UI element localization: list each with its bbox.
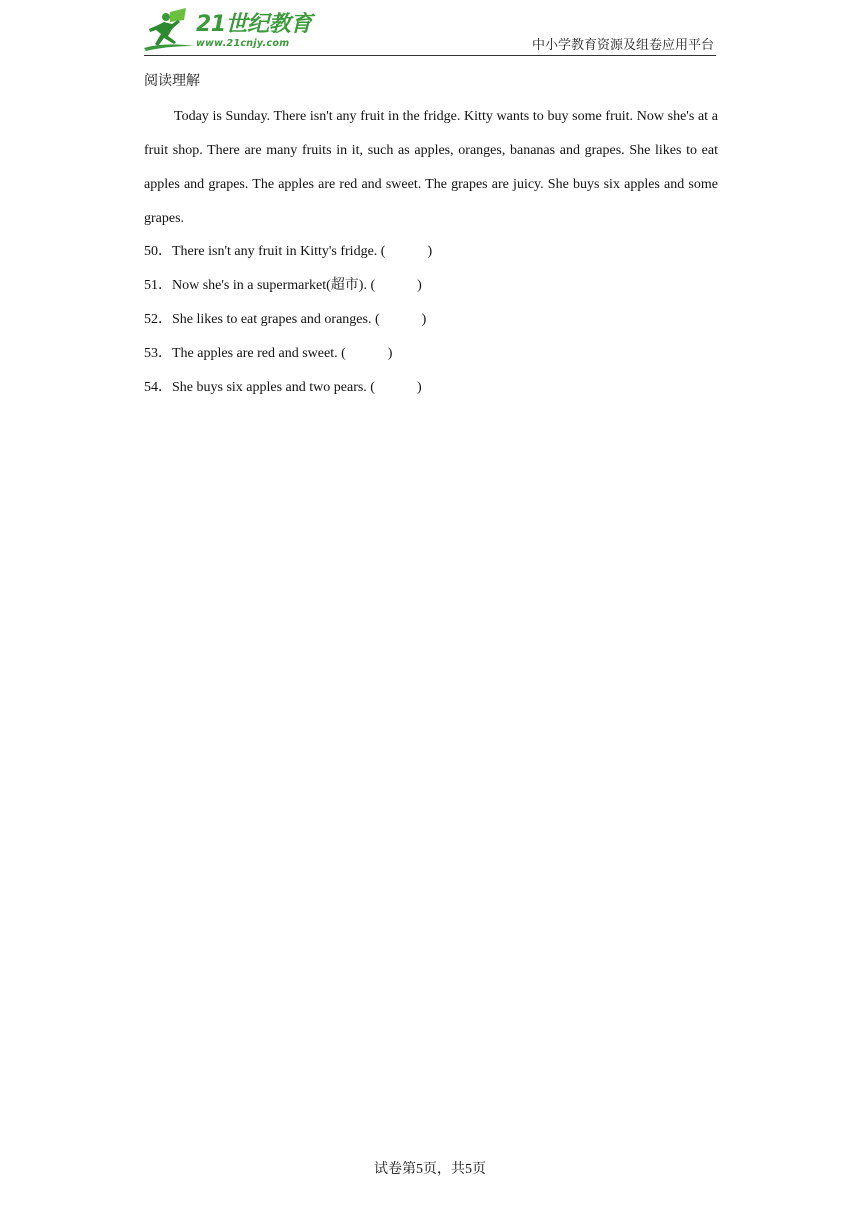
question-close: ) [421,312,427,327]
logo-url: www.21cnjy.com [196,38,290,49]
answer-blank[interactable] [375,380,417,395]
question-number: 52． [144,312,172,327]
answer-blank[interactable] [346,346,388,361]
answer-blank[interactable] [380,312,422,327]
question-text: There isn't any fruit in Kitty's fridge. ( [172,244,386,259]
question-number: 53． [144,346,172,361]
platform-name: 中小学教育资源及组卷应用平台 [531,37,714,52]
site-logo [144,8,314,52]
question-close: ) [417,278,422,293]
question-number: 50． [144,244,172,259]
logo-title: 21世纪教育 [196,12,312,37]
question-text: The apples are red and sweet. ( [172,346,346,361]
question-text: She likes to eat grapes and oranges. ( [172,312,380,327]
question-item [144,303,432,337]
question-text: Now she's in a supermarket(超市). ( [172,278,376,293]
question-item [144,371,432,405]
page-footer: 试卷第5页，共5页 [374,1162,486,1177]
question-text: She buys six apples and two pears. ( [172,380,375,395]
question-item [144,235,432,269]
answer-blank[interactable] [375,278,417,293]
question-close: ) [387,346,393,361]
question-item [144,269,432,303]
question-close: ) [416,380,422,395]
runner-logo-icon [144,8,198,52]
question-number: 54． [144,380,172,395]
page-header [144,8,716,56]
reading-passage: Today is Sunday. There isn't any fruit in the fridge. Kitty wants to buy some fruit. Now she's at a fruit shop. There are many fruits in it, such as apples, oranges, bananas and grapes. She likes to eat apples and grapes. The apples are red and sweet. The grapes are juicy. She buys six apples and some grapes. [144,109,718,226]
answer-blank[interactable] [385,244,427,259]
question-number: 51． [144,278,172,293]
question-close: ) [427,244,433,259]
section-title: 阅读理解 [144,74,200,89]
question-list [144,235,432,405]
question-item [144,337,432,371]
